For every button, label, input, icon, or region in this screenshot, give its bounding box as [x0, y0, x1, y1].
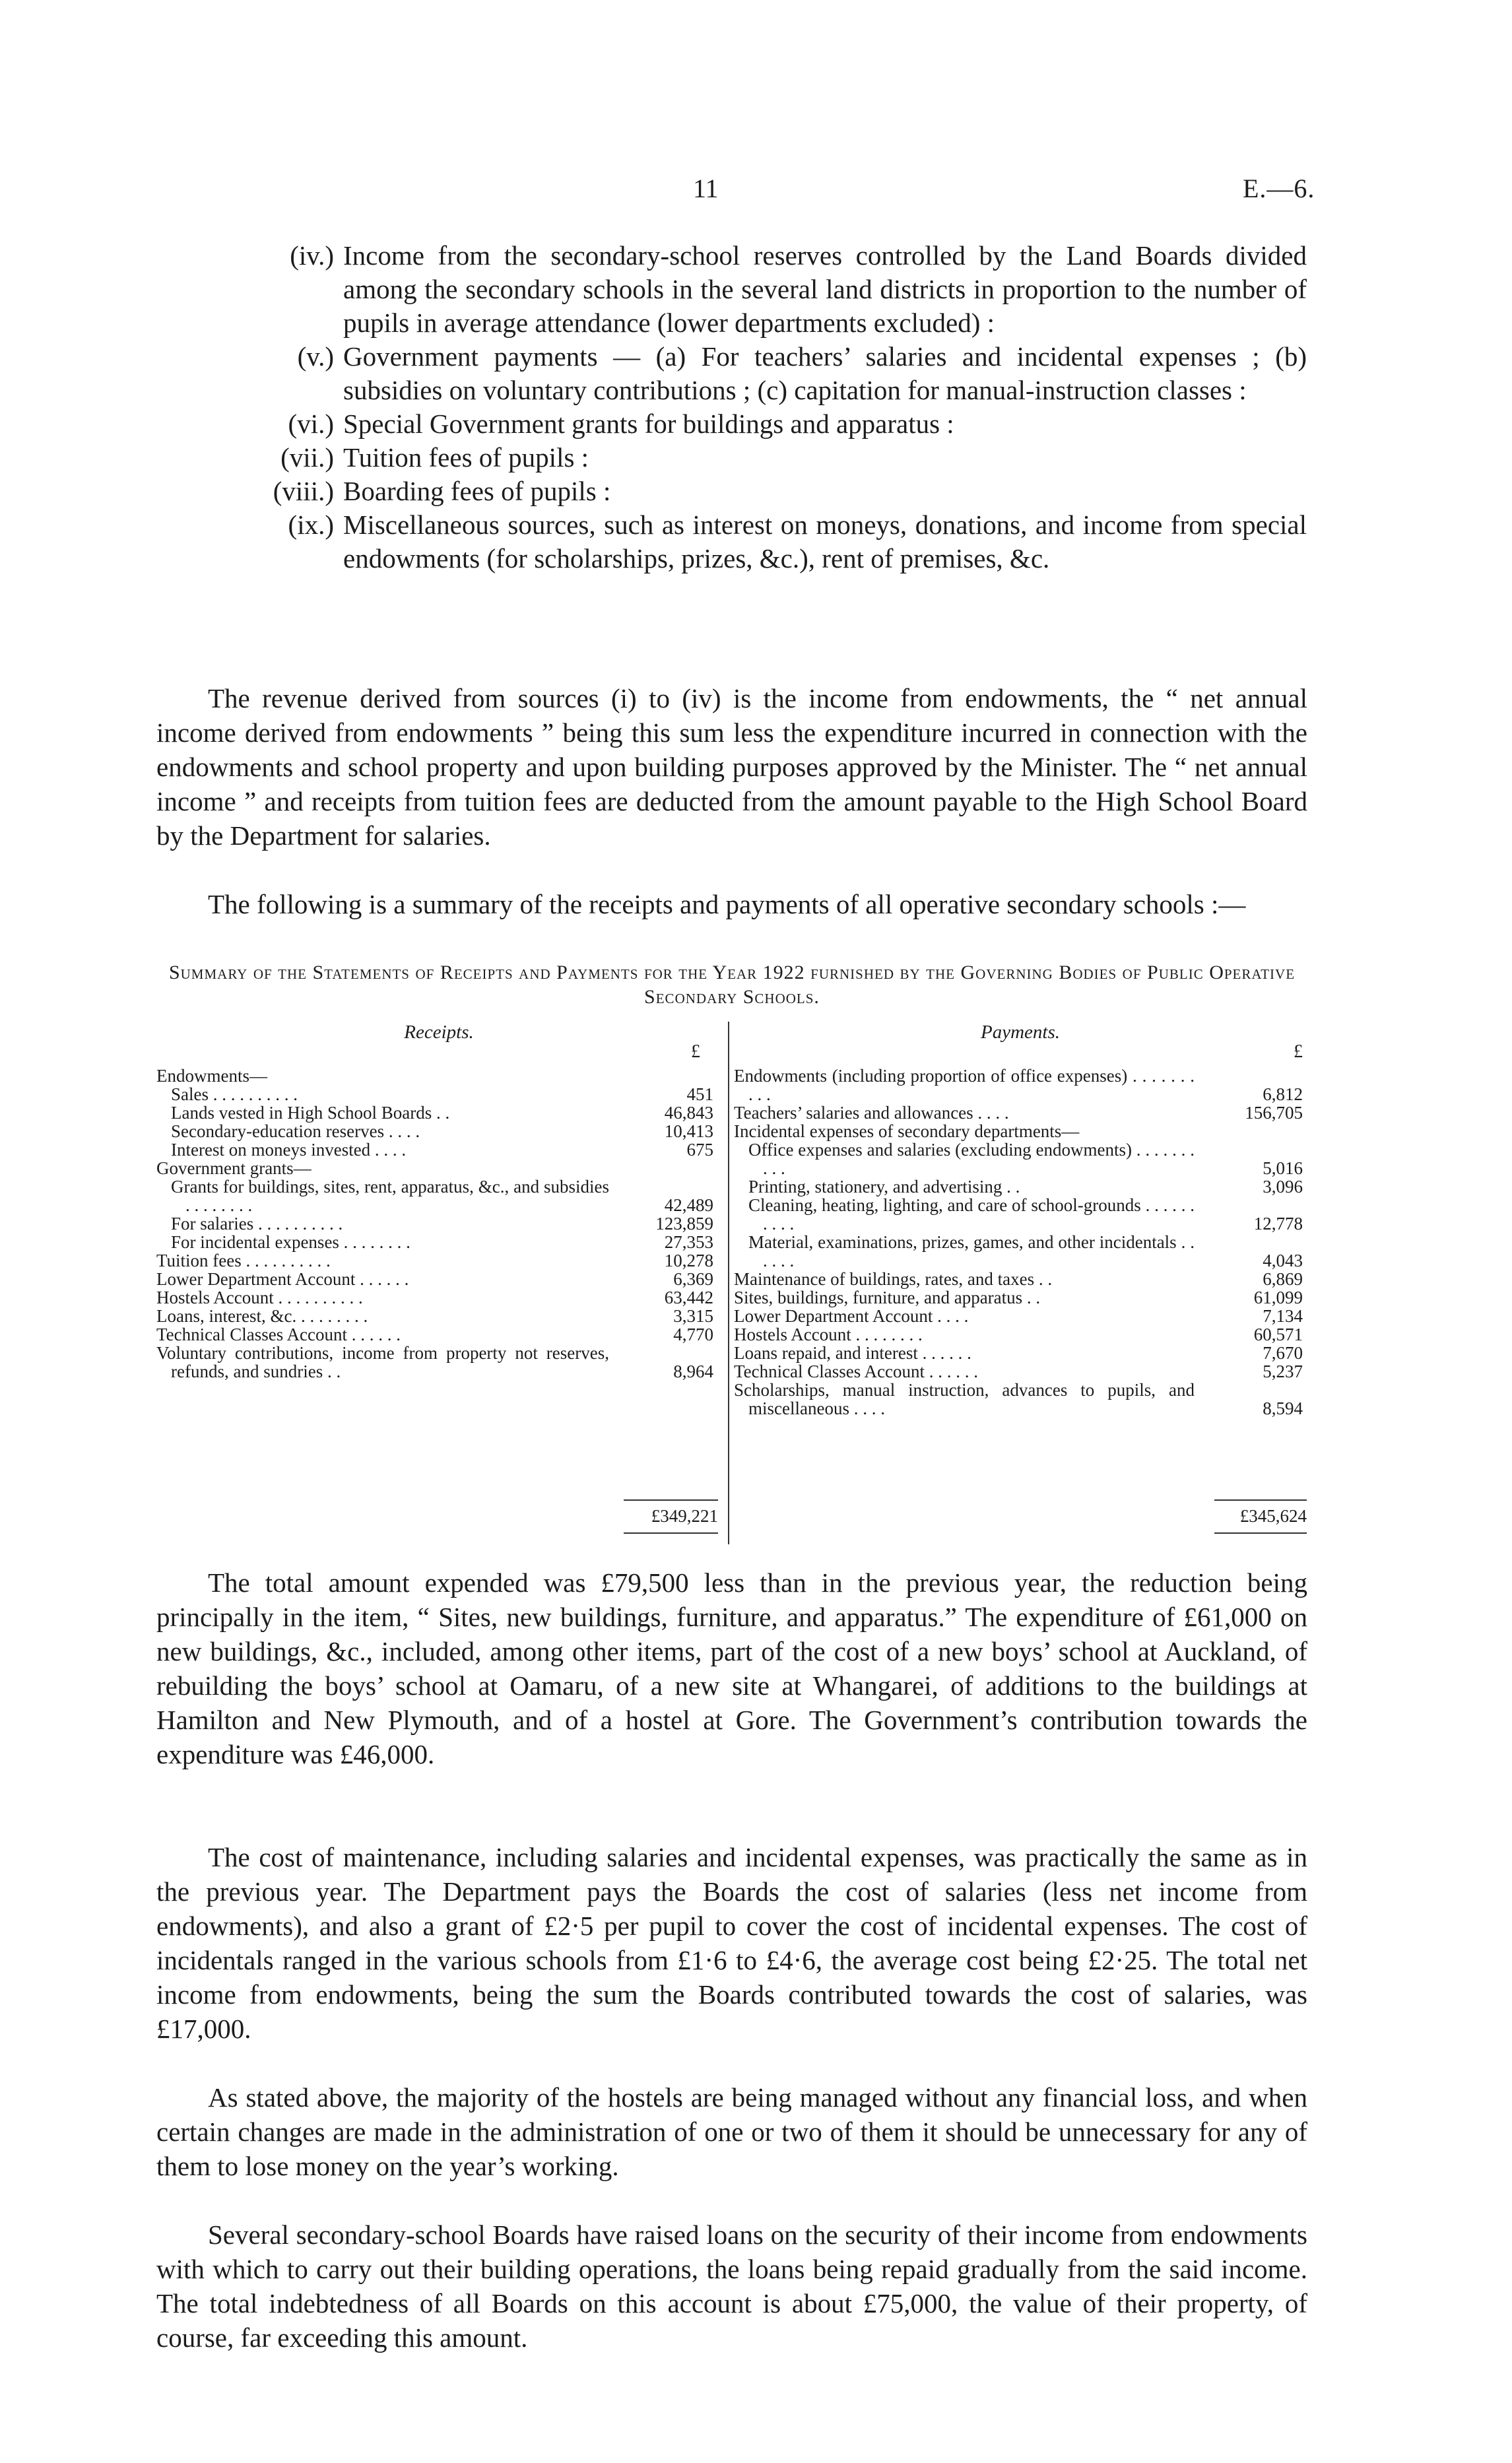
list-item [205, 340, 1307, 407]
row-label: Maintenance of buildings, rates, and taxes . . [734, 1269, 1053, 1289]
total-double-rule [624, 1532, 718, 1534]
table-row [734, 1344, 1307, 1362]
table-row [734, 1307, 1307, 1325]
row-amount: 27,353 [664, 1232, 713, 1252]
table-row [734, 1362, 1307, 1381]
total-double-rule [1214, 1532, 1307, 1534]
row-amount: 6,869 [1263, 1269, 1303, 1289]
list-item [205, 407, 1307, 441]
row-label: Grants for buildings, sites, rent, apparatus, &c., and subsidies . . . . . . . . [171, 1177, 609, 1215]
table-row [734, 1122, 1307, 1140]
list-item-number: (v.) [297, 341, 334, 372]
row-label: For incidental expenses . . . . . . . . [171, 1232, 411, 1252]
row-amount: 10,278 [664, 1251, 713, 1270]
payments-heading: Payments. [981, 1022, 1060, 1043]
list-item [205, 239, 1307, 340]
receipts-total: £349,221 [651, 1506, 718, 1526]
total-rule [624, 1499, 718, 1501]
row-label: Technical Classes Account . . . . . . [734, 1362, 979, 1381]
row-label: Hostels Account . . . . . . . . [734, 1325, 923, 1344]
row-amount: 156,705 [1245, 1103, 1303, 1123]
table-row [156, 1288, 721, 1307]
row-label: Government grants— [156, 1158, 312, 1178]
paragraph-expenditure: The total amount expended was £79,500 less than in the previous year, the reduction being principally in the item, “ Sites, new buildings, furniture, and apparatus.” The expenditure of £61,000 on new buildings, &c., included, among other items, part of the cost of a new boys’ school at Auckland, of rebuilding the boys’ school at Oamaru, of a new site at Whangarei, of additions to the buildings at Hamilton and New Plymouth, and of a hostel at Gore. The Government’s contribution towards the expenditure was £46,000. [156, 1567, 1307, 1769]
table-row [734, 1233, 1307, 1270]
list-item-number: (viii.) [273, 476, 334, 506]
list-item-number: (vii.) [280, 442, 334, 473]
table-row [734, 1177, 1307, 1196]
table-row [156, 1177, 721, 1214]
table-row [156, 1085, 721, 1103]
table-row [156, 1214, 721, 1233]
table-row [734, 1103, 1307, 1122]
row-amount: 12,778 [1253, 1214, 1303, 1233]
list-item [205, 475, 1307, 508]
row-label: Interest on moneys invested . . . . [171, 1140, 407, 1160]
table-row [734, 1067, 1307, 1103]
list-item-text: Boarding fees of pupils : [343, 476, 611, 506]
row-label: Scholarships, manual instruction, advances to pupils, and miscellaneous . . . . [734, 1380, 1195, 1418]
row-label: Endowments— [156, 1066, 267, 1086]
row-amount: 4,043 [1263, 1251, 1303, 1270]
row-amount: 675 [686, 1140, 713, 1160]
row-label: Lower Department Account . . . . [734, 1306, 969, 1326]
row-amount: 7,670 [1263, 1343, 1303, 1363]
list-item-text: Income from the secondary-school reserves controlled by the Land Boards divided among the secondary schools in the several land districts in proportion to the number of pupils in average attendance (lower departments excluded) : [343, 240, 1307, 338]
payments-total: £345,624 [1239, 1506, 1307, 1526]
table-row [156, 1270, 721, 1288]
row-amount: 6,812 [1263, 1084, 1303, 1104]
list-item-number: (ix.) [288, 509, 334, 540]
receipts-column [156, 1022, 721, 1381]
row-amount: 123,859 [655, 1214, 713, 1233]
revenue-sources-list [205, 239, 1307, 575]
row-label: Cleaning, heating, lighting, and care of school-grounds . . . . . . . . . . [748, 1195, 1195, 1233]
list-item-text: Miscellaneous sources, such as interest on moneys, donations, and income from special endowments (for scholarships, prizes, &c.), rent of premises, &c. [343, 509, 1307, 574]
row-amount: 61,099 [1253, 1288, 1303, 1307]
table-row [156, 1233, 721, 1251]
paragraph-summary-intro: The following is a summary of the receipts and payments of all operative secondary schools :— [208, 889, 1246, 919]
row-amount: 7,134 [1263, 1306, 1303, 1326]
row-amount: 3,096 [1263, 1177, 1303, 1197]
list-item-number: (iv.) [290, 240, 334, 271]
row-amount: 46,843 [664, 1103, 713, 1123]
row-label: Lower Department Account . . . . . . [156, 1269, 409, 1289]
row-label: Printing, stationery, and advertising . . [748, 1177, 1020, 1197]
row-label: Lands vested in High School Boards . . [171, 1103, 450, 1123]
row-amount: 5,016 [1263, 1158, 1303, 1178]
receipts-heading: Receipts. [404, 1022, 474, 1043]
row-amount: 4,770 [673, 1325, 713, 1344]
row-amount: 42,489 [664, 1195, 713, 1215]
row-amount: 8,594 [1263, 1398, 1303, 1418]
page-number: 11 [693, 174, 719, 203]
currency-heading: £ [1294, 1041, 1303, 1062]
table-row [156, 1344, 721, 1381]
table-row [156, 1122, 721, 1140]
total-rule [1214, 1499, 1307, 1501]
row-amount: 6,369 [673, 1269, 713, 1289]
row-amount: 8,964 [673, 1362, 713, 1381]
paragraph-maintenance: The cost of maintenance, including salaries and incidental expenses, was practically the same as in the previous year. The Department pays the Boards the cost of salaries (less net income from endowments), and also a grant of £2·5 per pupil to cover the cost of incidental expenses. The cost of incidentals ranged in the various schools from £1·6 to £4·6, the average cost being £2·25. The total net income from endowments, being the sum the Boards contributed towards the cost of salaries, was £17,000. [156, 1842, 1307, 2044]
row-label: Technical Classes Account . . . . . . [156, 1325, 401, 1344]
paragraph-loans: Several secondary-school Boards have raised loans on the security of their income from endowments with which to carry out their building operations, the loans being repaid gradually from the said income. The total indebtedness of all Boards on this account is about £75,000, the value of their property, of course, far exceeding this amount. [156, 2219, 1307, 2353]
row-label: Hostels Account . . . . . . . . . . [156, 1288, 363, 1307]
list-item [205, 508, 1307, 575]
row-label: For salaries . . . . . . . . . . [171, 1214, 343, 1233]
row-amount: 451 [686, 1084, 713, 1104]
table-row [156, 1140, 721, 1159]
list-item-text: Tuition fees of pupils : [343, 442, 589, 473]
table-row [734, 1140, 1307, 1177]
row-label: Endowments (including proportion of office expenses) . . . . . . . . . . [734, 1066, 1195, 1104]
table-title: Summary of the Statements of Receipts and Payments for the Year 1922 furnished by the Governing Bodies of Public Operative Secondary Schools. [168, 962, 1296, 1008]
row-label: Incidental expenses of secondary departments— [734, 1121, 1080, 1141]
table-row [734, 1381, 1307, 1418]
table-row [734, 1270, 1307, 1288]
paragraph-revenue-sources: The revenue derived from sources (i) to (iv) is the income from endowments, the “ net annual income derived from endowments ” being this sum less the expenditure incurred in connection with the endowments and school property and upon building purposes approved by the Minister. The “ net annual income ” and receipts from tuition fees are deducted from the amount payable to the High School Board by the Department for salaries. [156, 683, 1307, 851]
row-label: Loans repaid, and interest . . . . . . [734, 1343, 971, 1363]
row-label: Voluntary contributions, income from property not reserves, refunds, and sundries . . [156, 1343, 609, 1381]
row-amount: 10,413 [664, 1121, 713, 1141]
list-item-text: Government payments — (a) For teachers’ salaries and incidental expenses ; (b) subsidies on voluntary contributions ; (c) capitation for manual-instruction classes : [343, 341, 1307, 405]
table-row [734, 1288, 1307, 1307]
row-amount: 63,442 [664, 1288, 713, 1307]
table-row [156, 1067, 721, 1085]
row-label: Teachers’ salaries and allowances . . . . [734, 1103, 1009, 1123]
list-item-text: Special Government grants for buildings and apparatus : [343, 409, 954, 439]
row-label: Office expenses and salaries (excluding endowments) . . . . . . . . . . [748, 1140, 1195, 1178]
table-row [156, 1325, 721, 1344]
table-row [734, 1196, 1307, 1233]
row-label: Loans, interest, &c. . . . . . . . . [156, 1306, 368, 1326]
row-amount: 5,237 [1263, 1362, 1303, 1381]
payments-rows [734, 1067, 1307, 1418]
row-label: Secondary-education reserves . . . . [171, 1121, 420, 1141]
row-label: Sites, buildings, furniture, and apparatus . . [734, 1288, 1041, 1307]
row-amount: 60,571 [1253, 1325, 1303, 1344]
table-row [734, 1325, 1307, 1344]
row-label: Sales . . . . . . . . . . [171, 1084, 298, 1104]
paragraph-hostels: As stated above, the majority of the hostels are being managed without any financial loss, and when certain changes are made in the administration of one or two of them it should be unnecessary for any of them to lose money on the year’s working. [156, 2082, 1307, 2181]
table-row [156, 1103, 721, 1122]
list-item-number: (vi.) [288, 409, 334, 439]
row-label: Tuition fees . . . . . . . . . . [156, 1251, 331, 1270]
column-divider [728, 1022, 729, 1544]
payments-column [734, 1022, 1307, 1418]
table-row [156, 1251, 721, 1270]
table-row [156, 1307, 721, 1325]
table-row [156, 1159, 721, 1177]
row-amount: 3,315 [673, 1306, 713, 1326]
list-item [205, 441, 1307, 475]
receipts-rows [156, 1067, 721, 1381]
document-reference: E.—6. [1243, 174, 1315, 203]
currency-heading: £ [691, 1041, 700, 1062]
row-label: Material, examinations, prizes, games, and other incidentals . . . . . . [748, 1232, 1195, 1270]
